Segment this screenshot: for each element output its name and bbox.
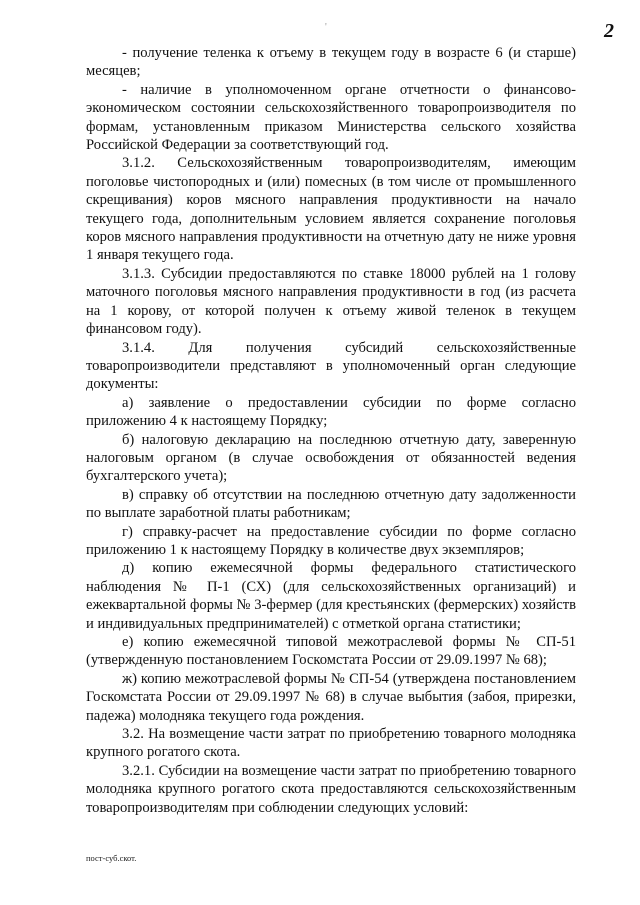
- list-item-a: а) заявление о предоставлении субсидии по форме согласно приложению 4 к настоящему Порядку;: [86, 394, 576, 430]
- paragraph-3-1-4: 3.1.4. Для получения субсидий сельскохозяйственные товаропроизводители представляют в уполномоченный орган следующие документы:: [86, 339, 576, 393]
- paragraph-calf-weaning: - получение теленка к отъему в текущем году в возрасте 6 (и старше) месяцев;: [86, 45, 576, 80]
- paragraph-3-2-1: 3.2.1. Субсидии на возмещение части затрат по приобретению товарного молодняка крупного рогатого скота предоставляются сельскохозяйственным товаропроизводителям при соблюдении следующих условий:: [86, 762, 576, 816]
- list-item-d: д) копию ежемесячной формы федерального статистического наблюдения № П-1 (СХ) (для сельскохозяйственных организаций) и ежеквартальной формы № 3-фермер (для крестьянских (фермерских) хозяйств и индивидуальных предпринимателей) с отметкой органа статистики;: [86, 560, 576, 632]
- list-item-zh: ж) копию межотраслевой формы № СП-54 (утверждена постановлением Госкомстата России от 29.09.1997 № 68) в случае выбытия (забоя, прирезки, падежа) молодняка текущего года рождения.: [86, 670, 576, 724]
- scan-mark: ': [325, 22, 327, 33]
- document-body: [86, 44, 576, 817]
- paragraph-3-1-3: 3.1.3. Субсидии предоставляются по ставке 18000 рублей на 1 голову маточного поголовья мясного направления продуктивности в год (из расчета на 1 корову, от которой получен к отъему живой теленок в текущем финансовом году).: [86, 265, 576, 338]
- paragraph-3-1-2: 3.1.2. Сельскохозяйственным товаропроизводителям, имеющим поголовье чистопородных и (или) помесных (в том числе от промышленного скрещивания) коров мясного направления продуктивности на начало текущего года, дополнительным условием является сохранение поголовья коров мясного направления продуктивности на отчетную дату не ниже уровня 1 января текущего года.: [86, 155, 576, 264]
- list-item-b: б) налоговую декларацию на последнюю отчетную дату, заверенную налоговым органом (в случае освобождения от обязанностей ведения бухгалтерского учета);: [86, 431, 576, 485]
- list-item-g: г) справку-расчет на предоставление субсидии по форме согласно приложению 1 к настоящему Порядку в количестве двух экземпляров;: [86, 523, 576, 558]
- footer-label: пост-суб.скот.: [86, 853, 137, 863]
- list-item-v: в) справку об отсутствии на последнюю отчетную дату задолженности по выплате заработной платы работникам;: [86, 486, 576, 522]
- paragraph-financial-reporting: - наличие в уполномоченном органе отчетности о финансово-экономическом состоянии сельскохозяйственного товаропроизводителя по формам, установленным приказом Министерства сельского хозяйства Российской Федерации за соответствующий год.: [86, 81, 576, 154]
- paragraph-3-2: 3.2. На возмещение части затрат по приобретению товарного молодняка крупного рогатого скота.: [86, 726, 576, 761]
- list-item-e: е) копию ежемесячной типовой межотраслевой формы № СП-51 (утвержденную постановлением Госкомстата России от 29.09.1997 № 68);: [86, 634, 576, 669]
- page-number: 2: [604, 20, 614, 42]
